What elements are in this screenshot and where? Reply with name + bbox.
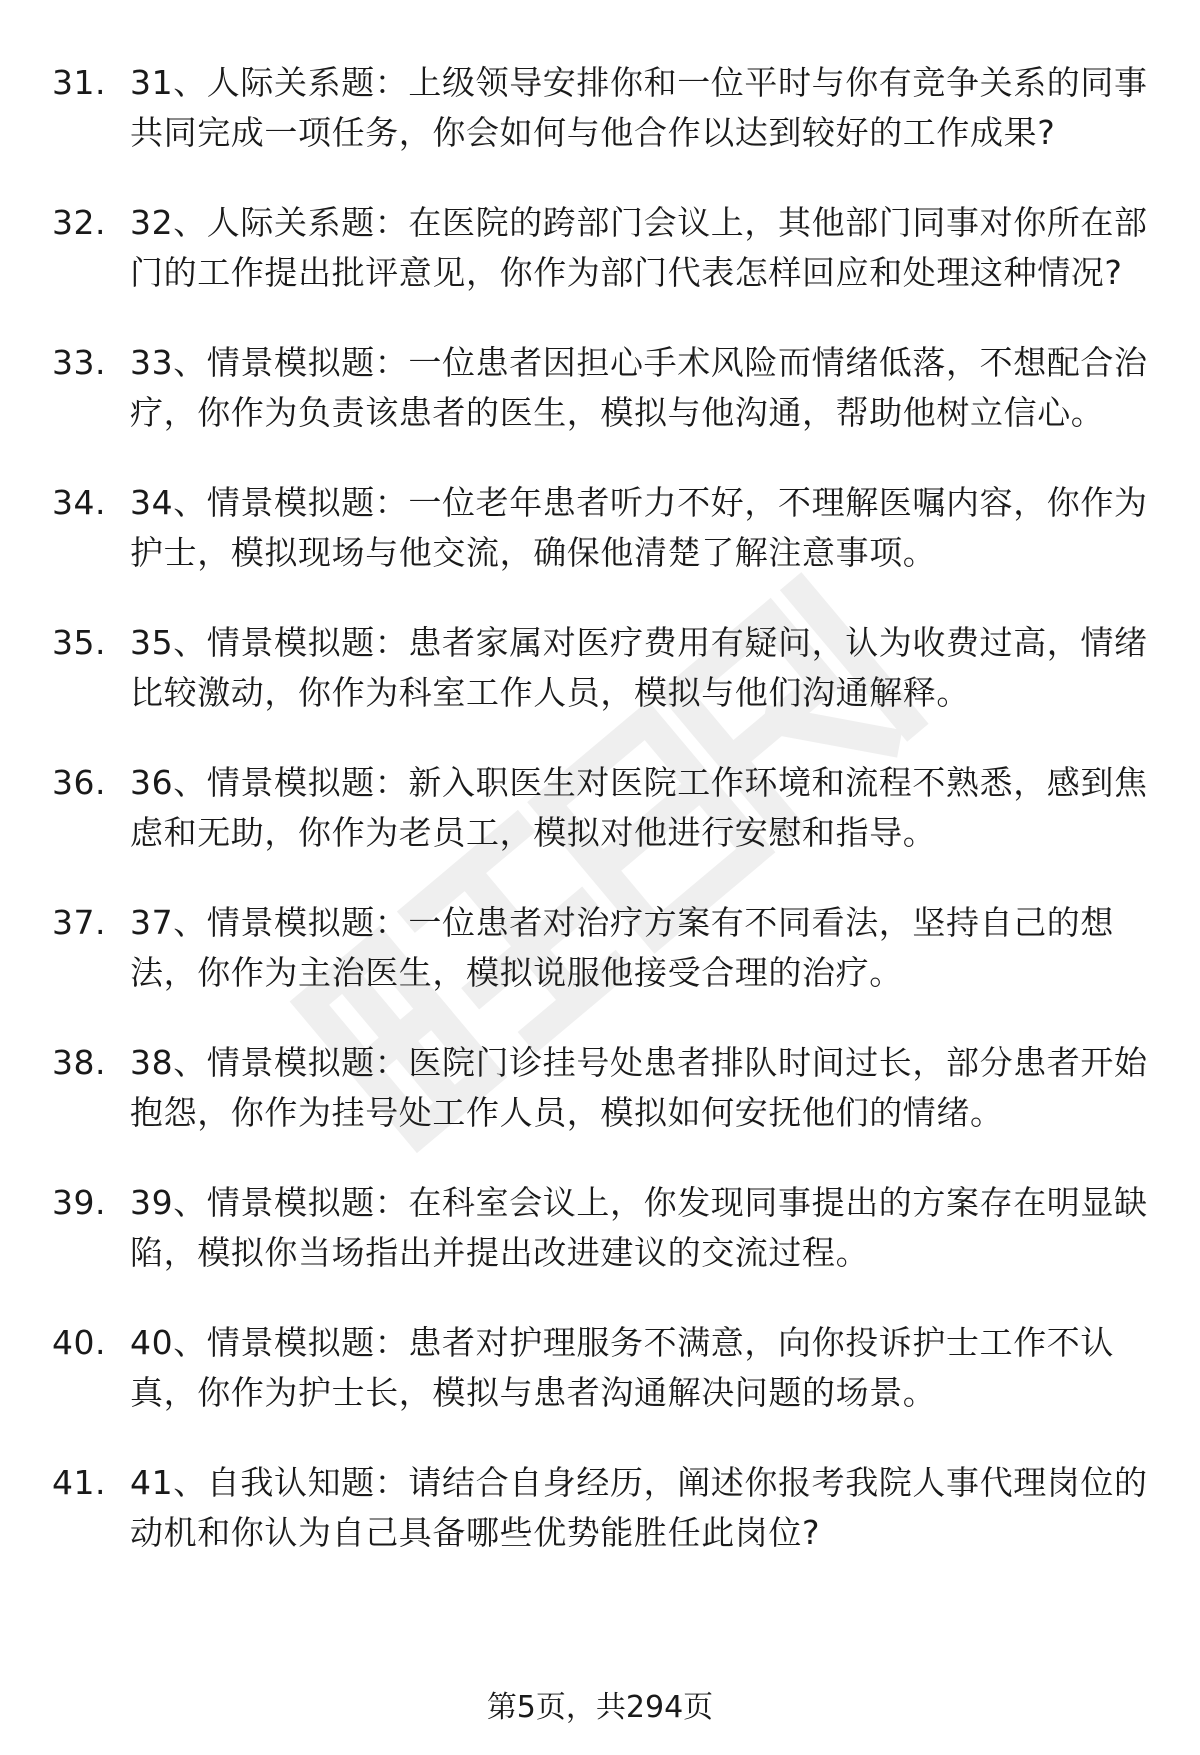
question-item (52, 1318, 1157, 1418)
question-number: 40. (52, 1323, 106, 1362)
question-number: 36. (52, 763, 106, 802)
question-number: 41. (52, 1463, 106, 1502)
question-item (52, 1458, 1157, 1558)
question-item (52, 198, 1157, 298)
question-item (52, 478, 1157, 578)
question-number: 35. (52, 623, 106, 662)
question-number: 31. (52, 63, 106, 102)
question-number: 34. (52, 483, 106, 522)
page-footer: 第5页，共294页 (486, 1690, 714, 1725)
question-text: 37、情景模拟题：一位患者对治疗方案有不同看法，坚持自己的想法，你作为主治医生，模拟说服他接受合理的治疗。 (130, 903, 1114, 992)
question-text: 32、人际关系题：在医院的跨部门会议上，其他部门同事对你所在部门的工作提出批评意见，你作为部门代表怎样回应和处理这种情况? (130, 203, 1148, 292)
question-list (52, 58, 1157, 1598)
question-number: 39. (52, 1183, 106, 1222)
question-item (52, 338, 1157, 438)
question-number: 38. (52, 1043, 106, 1082)
question-text: 36、情景模拟题：新入职医生对医院工作环境和流程不熟悉，感到焦虑和无助，你作为老员工，模拟对他进行安慰和指导。 (130, 763, 1148, 852)
question-number: 33. (52, 343, 106, 382)
question-text: 35、情景模拟题：患者家属对医疗费用有疑问，认为收费过高，情绪比较激动，你作为科室工作人员，模拟与他们沟通解释。 (130, 623, 1148, 712)
question-number: 32. (52, 203, 106, 242)
question-item (52, 58, 1157, 158)
question-text: 41、自我认知题：请结合自身经历，阐述你报考我院人事代理岗位的动机和你认为自己具备哪些优势能胜任此岗位? (130, 1463, 1148, 1552)
question-item (52, 758, 1157, 858)
question-item (52, 1178, 1157, 1278)
question-item (52, 1038, 1157, 1138)
question-item (52, 898, 1157, 998)
question-text: 40、情景模拟题：患者对护理服务不满意，向你投诉护士工作不认真，你作为护士长，模拟与患者沟通解决问题的场景。 (130, 1323, 1114, 1412)
question-text: 34、情景模拟题：一位老年患者听力不好，不理解医嘱内容，你作为护士，模拟现场与他交流，确保他清楚了解注意事项。 (130, 483, 1148, 572)
question-text: 31、人际关系题：上级领导安排你和一位平时与你有竞争关系的同事共同完成一项任务，你会如何与他合作以达到较好的工作成果? (130, 63, 1148, 152)
question-text: 39、情景模拟题：在科室会议上，你发现同事提出的方案存在明显缺陷，模拟你当场指出并提出改进建议的交流过程。 (130, 1183, 1148, 1272)
question-item (52, 618, 1157, 718)
question-text: 33、情景模拟题：一位患者因担心手术风险而情绪低落，不想配合治疗，你作为负责该患者的医生，模拟与他沟通，帮助他树立信心。 (130, 343, 1148, 432)
question-text: 38、情景模拟题：医院门诊挂号处患者排队时间过长，部分患者开始抱怨，你作为挂号处工作人员，模拟如何安抚他们的情绪。 (130, 1043, 1148, 1132)
question-number: 37. (52, 903, 106, 942)
